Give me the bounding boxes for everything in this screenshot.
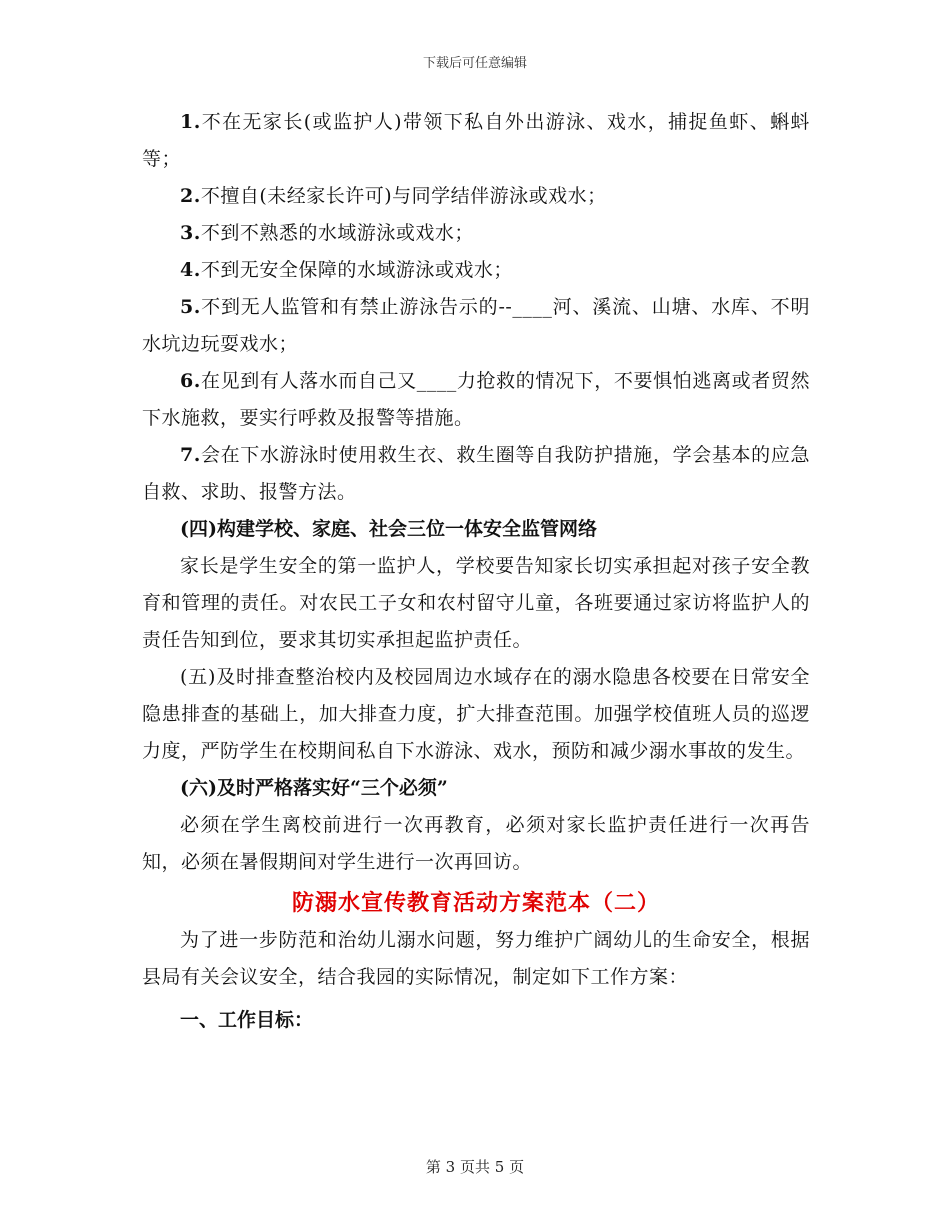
page-footer: 第 3 页共 5 页	[425, 1158, 525, 1176]
item-text: 不在无家长(或监护人)带领下私自外出游泳、戏水，捕捉鱼虾、蝌蚪等；	[142, 111, 810, 170]
item-text: 在见到有人落水而自己又____力抢救的情况下，不要惧怕逃离或者贸然下水施救，要实行呼救及报警等措施。	[142, 370, 810, 429]
page-header: 下载后可任意编辑	[422, 56, 527, 71]
item-text: 不到无安全保障的水域游泳或戏水；	[200, 259, 513, 281]
section-two-title: 防溺水宣传教育活动方案范本（二）	[291, 890, 660, 916]
section-6-body: 必须在学生离校前进行一次再教育，必须对家长监护责任进行一次再告知，必须在暑假期间对学生进行一次再回访。	[142, 814, 810, 873]
list-item-5	[142, 289, 810, 363]
list-item-3	[142, 215, 810, 252]
section-4-body: 家长是学生安全的第一监护人，学校要告知家长切实承担起对孩子安全教育和管理的责任。对农民工子女和农村留守儿童，各班要通过家访将监护人的责任告知到位，要求其切实承担起监护责任。	[142, 555, 810, 651]
item-number: 5.	[180, 296, 201, 318]
list-item-4	[142, 252, 810, 289]
item-number: 4.	[180, 259, 201, 281]
section-6-title: (六)及时严格落实好“三个必须”	[180, 777, 448, 799]
list-item-6	[142, 363, 810, 437]
section-5-body: (五)及时排查整治校内及校园周边水域存在的溺水隐患各校要在日常安全隐患排查的基础上，加大排查力度，扩大排查范围。加强学校值班人员的巡逻力度，严防学生在校期间私自下水游泳、戏水，预防和减少溺水事故的发生。	[142, 666, 810, 762]
work-goal-heading: 一、工作目标：	[180, 1009, 314, 1031]
section-4-title: (四)构建学校、家庭、社会三位一体安全监管网络	[180, 518, 597, 540]
section-two-intro: 为了进一步防范和治幼儿溺水问题，努力维护广阔幼儿的生命安全，根据县局有关会议安全，结合我园的实际情况，制定如下工作方案：	[142, 929, 810, 988]
item-number: 7.	[180, 444, 201, 466]
item-text: 不到无人监管和有禁止游泳告示的--____河、溪流、山塘、水库、不明水坑边玩耍戏水；	[142, 296, 810, 355]
list-item-7	[142, 437, 810, 511]
item-number: 3.	[180, 222, 201, 244]
item-text: 不到不熟悉的水域游泳或戏水；	[200, 222, 474, 244]
item-number: 2.	[180, 185, 201, 207]
item-number: 6.	[180, 370, 201, 392]
item-text: 会在下水游泳时使用救生衣、救生圈等自我防护措施，学会基本的应急自救、求助、报警方法。	[142, 444, 810, 503]
item-number: 1.	[180, 111, 201, 133]
document-body	[142, 104, 810, 1039]
list-item-2	[142, 178, 810, 215]
item-text: 不擅自(未经家长许可)与同学结伴游泳或戏水；	[200, 185, 607, 207]
list-item-1	[142, 104, 810, 178]
